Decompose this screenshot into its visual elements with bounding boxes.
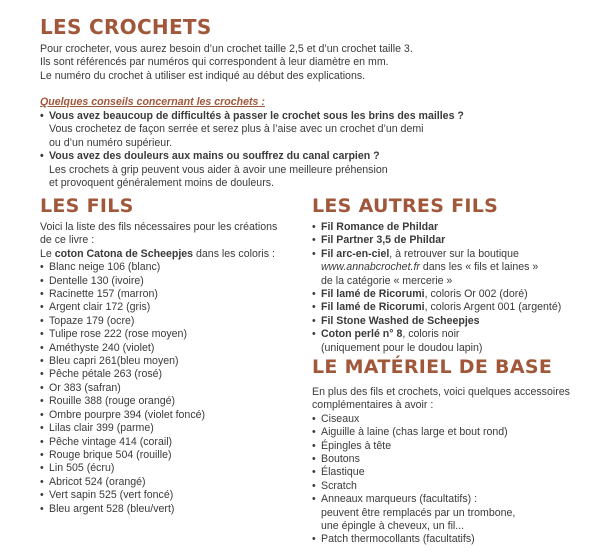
yarn-name: Fil arc-en-ciel xyxy=(321,247,390,260)
yarn-name: coton Catona de Scheepjes xyxy=(54,247,194,260)
shop-url: www.annabcrochet.fr xyxy=(321,261,420,274)
color-list xyxy=(40,261,295,516)
color-item: • Topaze 179 (ocre) xyxy=(40,315,295,328)
yarn-name: Fil Stone Washed de Scheepjes xyxy=(321,314,480,327)
materiel-item: • Scratch xyxy=(312,480,582,493)
text: dans les « fils et laines » xyxy=(419,261,539,274)
color-item: • Lilas clair 399 (parme) xyxy=(40,422,295,435)
yarn-name: Fil lamé de Ricorumi xyxy=(321,288,425,301)
tip-answer-line: et provoquent généralement moins de douleurs. xyxy=(49,177,274,190)
color-item: • Lin 505 (écru) xyxy=(40,462,295,475)
fils-intro-line: Voici la liste des fils nécessaires pour les créations xyxy=(40,221,278,233)
tips-list xyxy=(40,110,560,190)
materiel-item: • Ciseaux xyxy=(312,413,582,426)
tips-heading-suffix: : xyxy=(258,96,265,108)
autres-fils-list xyxy=(312,221,582,355)
fils-section xyxy=(40,221,295,516)
color-item: • Rouge brique 504 (rouille) xyxy=(40,449,295,462)
materiel-item: • Patch thermocollants (facultatifs) xyxy=(312,533,582,546)
color-item: • Dentelle 130 (ivoire) xyxy=(40,275,295,288)
materiel-item: • Aiguille à laine (chas large et bout rond) xyxy=(312,426,582,439)
intro-line: Pour crocheter, vous aurez besoin d’un crochet taille 2,5 et d’un crochet taille 3. xyxy=(40,43,413,55)
materiel-intro-line: complémentaires à avoir : xyxy=(312,399,434,412)
yarn-item xyxy=(312,288,582,301)
section-title-materiel: LE MATÉRIEL DE BASE xyxy=(312,356,553,378)
color-item: • Rouille 388 (rouge orangé) xyxy=(40,395,295,408)
yarn-name: Fil lamé de Ricorumi xyxy=(321,301,425,314)
section-title-crochets: LES CROCHETS xyxy=(40,15,212,39)
yarn-item xyxy=(312,315,582,328)
yarn-item xyxy=(312,301,582,314)
color-item: • Pêche vintage 414 (corail) xyxy=(40,436,295,449)
yarn-name: Fil Romance de Phildar xyxy=(321,221,439,233)
text: , coloris Or 002 (doré) xyxy=(424,288,528,301)
materiel-item: • Boutons xyxy=(312,453,582,466)
color-item: • Améthyste 240 (violet) xyxy=(40,342,295,355)
tip-answer-line: Les crochets à grip peuvent vous aider à avoir une meilleure préhension xyxy=(49,163,388,176)
text: , coloris Argent 001 (argenté) xyxy=(424,301,562,314)
tips-heading xyxy=(40,96,265,109)
tips-heading-text: Quelques conseils concernant les crochets xyxy=(40,96,259,108)
color-item: • Ombre pourpre 394 (violet foncé) xyxy=(40,409,295,422)
section-title-autres-fils: LES AUTRES FILS xyxy=(312,195,499,217)
yarn-item xyxy=(312,234,582,247)
crochets-intro xyxy=(40,43,580,83)
yarn-item-continuation xyxy=(312,261,582,274)
section-title-fils: LES FILS xyxy=(40,195,134,217)
color-item: • Tulipe rose 222 (rose moyen) xyxy=(40,328,295,341)
materiel-item: • Élastique xyxy=(312,466,582,479)
materiel-item-continuation: peuvent être remplacés par un trombone, xyxy=(321,506,516,519)
yarn-name: Coton perlé n° 8 xyxy=(321,328,403,341)
color-item: • Argent clair 172 (gris) xyxy=(40,301,295,314)
materiel-item-continuation: une épingle à cheveux, un fil... xyxy=(321,520,465,533)
text: dans les coloris : xyxy=(193,247,275,260)
tip-answer-line: Vous crochetez de façon serrée et serez plus à l’aise avec un crochet d’un demi xyxy=(49,123,424,136)
intro-line: Ils sont référencés par numéros qui correspondent à leur diamètre en mm. xyxy=(40,56,389,69)
materiel-item: • Anneaux marqueurs (facultatifs) : xyxy=(312,493,582,506)
color-item: • Pêche pétale 263 (rosé) xyxy=(40,368,295,381)
materiel-item: • Épingles à tête xyxy=(312,440,582,453)
materiel-intro-line: En plus des fils et crochets, voici quelques accessoires xyxy=(312,386,570,398)
tip-answer-line: ou d’un numéro supérieur. xyxy=(49,136,173,149)
color-item: • Abricot 524 (orangé) xyxy=(40,476,295,489)
text: , à retrouver sur la boutique xyxy=(389,247,519,260)
color-item: • Blanc neige 106 (blanc) xyxy=(40,261,295,274)
materiel-list xyxy=(312,386,582,547)
color-item: • Or 383 (safran) xyxy=(40,382,295,395)
yarn-item xyxy=(312,248,582,261)
fils-intro-line xyxy=(40,248,295,261)
tip-question: • Vous avez des douleurs aux mains ou souffrez du canal carpien ? xyxy=(40,150,560,163)
yarn-item-continuation: de la catégorie « mercerie » xyxy=(321,274,453,287)
text: , coloris noir xyxy=(402,328,460,341)
fils-intro-line: de ce livre : xyxy=(40,234,95,247)
color-item: • Bleu argent 528 (bleu/vert) xyxy=(40,503,295,516)
yarn-item-continuation: (uniquement pour le doudou lapin) xyxy=(321,341,483,354)
tip-question: • Vous avez beaucoup de difficultés à passer le crochet sous les brins des mailles ? xyxy=(40,110,560,123)
text: Le xyxy=(40,247,55,260)
color-item: • Vert sapin 525 (vert foncé) xyxy=(40,489,295,502)
yarn-item xyxy=(312,328,582,341)
color-item: • Racinette 157 (marron) xyxy=(40,288,295,301)
yarn-item xyxy=(312,221,582,234)
color-item: • Bleu capri 261(bleu moyen) xyxy=(40,355,295,368)
yarn-name: Fil Partner 3,5 de Phildar xyxy=(321,234,446,247)
intro-line: Le numéro du crochet à utiliser est indiqué au début des explications. xyxy=(40,69,366,82)
